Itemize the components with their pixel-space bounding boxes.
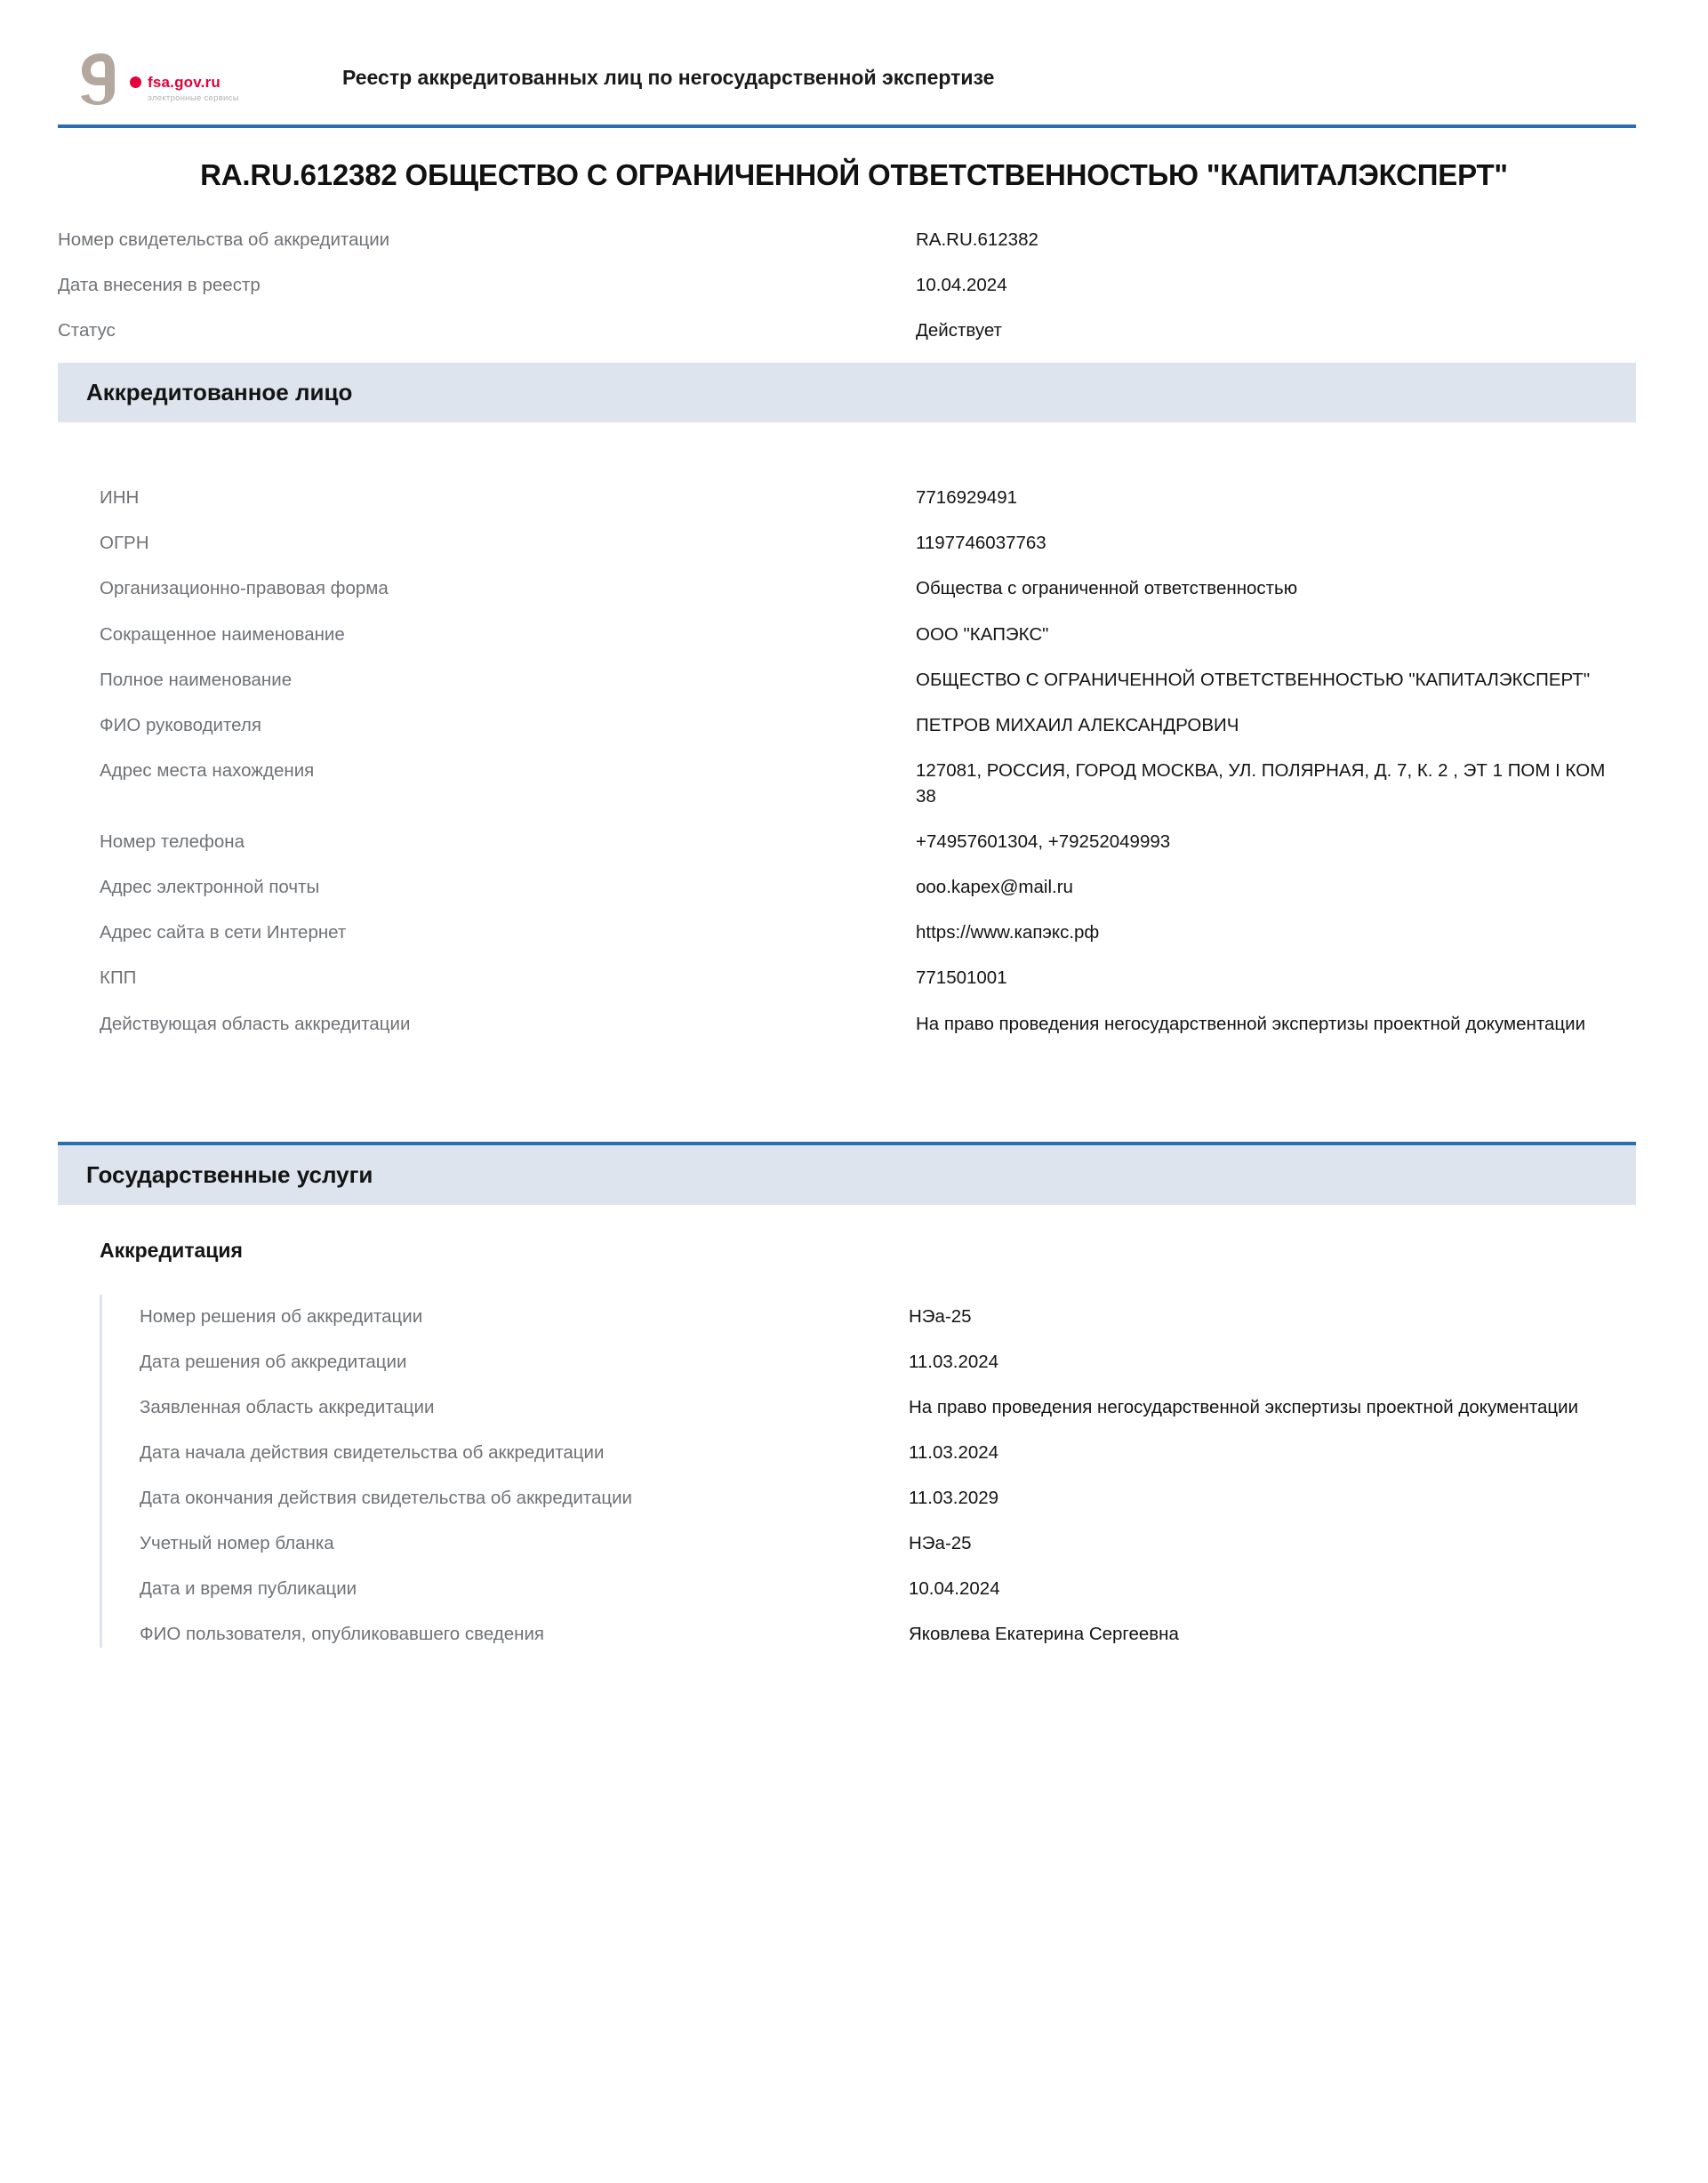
row-label: Организационно-правовая форма	[100, 578, 389, 599]
row-value: 11.03.2024	[909, 1441, 999, 1463]
table-row	[100, 965, 1708, 991]
table-row	[140, 1576, 1708, 1601]
table-row	[58, 317, 1708, 343]
row-value: ОБЩЕСТВО С ОГРАНИЧЕННОЙ ОТВЕТСТВЕННОСТЬЮ "КАПИТАЛЭКСПЕРТ"	[916, 669, 1591, 690]
row-value: RA.RU.612382	[916, 229, 1038, 250]
section-title: Аккредитованное лицо	[86, 379, 353, 406]
row-value: 771501001	[916, 967, 1007, 989]
fsa-logo	[0, 52, 239, 105]
table-row	[100, 712, 1708, 738]
row-value: ООО "КАПЭКС"	[916, 623, 1049, 645]
registry-header-title: Реестр аккредитованных лиц по негосударственной экспертизе	[342, 66, 995, 89]
row-label: Дата и время публикации	[140, 1578, 357, 1600]
row-label: ФИО руководителя	[100, 714, 261, 735]
row-value: 11.03.2029	[909, 1488, 999, 1509]
row-label: ФИО пользователя, опубликовавшего сведения	[140, 1624, 545, 1645]
table-row	[140, 1440, 1708, 1465]
section-accredited-person-header	[58, 363, 1636, 422]
row-value: Общества с ограниченной ответственностью	[916, 578, 1298, 599]
table-row	[100, 530, 1708, 556]
row-value: 10.04.2024	[909, 1578, 1000, 1600]
email-value: ooo.kapex@mail.ru	[916, 877, 1073, 898]
row-label: Номер свидетельства об аккредитации	[58, 229, 390, 250]
table-row	[140, 1485, 1708, 1511]
row-value: Яковлева Екатерина Сергеевна	[909, 1624, 1179, 1645]
row-label: ОГРН	[100, 533, 149, 554]
page-bottom-spacer	[0, 1667, 1708, 1703]
table-row	[100, 1011, 1708, 1037]
table-row	[140, 1349, 1708, 1375]
row-label: Заявленная область аккредитации	[140, 1396, 435, 1417]
row-value: НЭа-25	[909, 1533, 972, 1554]
row-label: Сокращенное наименование	[100, 623, 345, 645]
document-header	[0, 0, 1708, 107]
subsection-title: Аккредитация	[100, 1238, 243, 1262]
header-divider	[58, 124, 1636, 128]
subsection-accreditation	[0, 1205, 1708, 1648]
accredited-person-rows	[0, 454, 1708, 1036]
row-value: На право проведения негосударственной экспертизы проектной документации	[909, 1396, 1579, 1417]
table-row	[100, 874, 1708, 900]
section-government-services-header	[58, 1142, 1636, 1205]
table-row	[140, 1621, 1708, 1647]
row-label: Номер решения об аккредитации	[140, 1305, 423, 1327]
website-value: https://www.капэкс.рф	[916, 922, 1100, 943]
summary-rows	[0, 227, 1708, 343]
row-label: ИНН	[100, 487, 140, 509]
table-row	[140, 1530, 1708, 1556]
table-row	[100, 575, 1708, 601]
table-row	[140, 1304, 1708, 1329]
row-value: ПЕТРОВ МИХАИЛ АЛЕКСАНДРОВИЧ	[916, 714, 1239, 735]
fsa-site-label: fsa.gov.ru	[148, 73, 221, 91]
fsa-logo-site-line	[130, 75, 239, 90]
table-row	[58, 272, 1708, 298]
red-dot-icon	[130, 76, 141, 88]
row-label: Полное наименование	[100, 669, 293, 690]
table-row	[58, 227, 1708, 253]
row-value: 11.03.2024	[909, 1351, 999, 1372]
row-value: 127081, РОССИЯ, ГОРОД МОСКВА, УЛ. ПОЛЯРНАЯ, Д. 7, К. 2 , ЭТ 1 ПОМ I КОМ 38	[916, 759, 1606, 807]
row-label: Дата решения об аккредитации	[140, 1351, 407, 1372]
status-badge: Действует	[916, 320, 1002, 341]
row-value: 10.04.2024	[916, 275, 1007, 295]
row-label: Дата внесения в реестр	[58, 275, 261, 295]
row-value: На право проведения негосударственной экспертизы проектной документации	[916, 1013, 1586, 1034]
row-label: Адрес электронной почты	[100, 877, 320, 898]
row-label: Адрес места нахождения	[100, 759, 315, 781]
table-row	[100, 919, 1708, 945]
row-value: 1197746037763	[916, 533, 1046, 554]
table-row	[140, 1394, 1708, 1420]
row-label: Статус	[58, 320, 116, 341]
table-row	[100, 485, 1708, 510]
section-title: Государственные услуги	[86, 1160, 373, 1188]
row-label: Действующая область аккредитации	[100, 1013, 411, 1034]
row-label: Дата окончания действия свидетельства об аккредитации	[140, 1488, 632, 1509]
page-title: RA.RU.612382 ОБЩЕСТВО С ОГРАНИЧЕННОЙ ОТВЕТСТВЕННОСТЬЮ "КАПИТАЛЭКСПЕРТ"	[200, 158, 1508, 191]
row-value: +74957601304, +79252049993	[916, 831, 1171, 853]
row-value: НЭа-25	[909, 1305, 972, 1327]
row-label: Номер телефона	[100, 831, 245, 853]
fsa-tagline: электронные сервисы	[148, 92, 239, 103]
row-label: КПП	[100, 967, 137, 989]
row-label: Учетный номер бланка	[140, 1533, 334, 1554]
row-label: Дата начала действия свидетельства об аккредитации	[140, 1441, 605, 1463]
row-label: Адрес сайта в сети Интернет	[100, 922, 347, 943]
table-row	[100, 622, 1708, 647]
table-row	[100, 758, 1708, 809]
fsa-a-glyph-icon	[78, 52, 124, 105]
accreditation-rows	[100, 1295, 1708, 1648]
government-services-section	[0, 1142, 1708, 1648]
table-row	[100, 829, 1708, 855]
table-row	[100, 667, 1708, 693]
row-value: 7716929491	[916, 487, 1018, 509]
fsa-logo-text	[130, 52, 239, 104]
